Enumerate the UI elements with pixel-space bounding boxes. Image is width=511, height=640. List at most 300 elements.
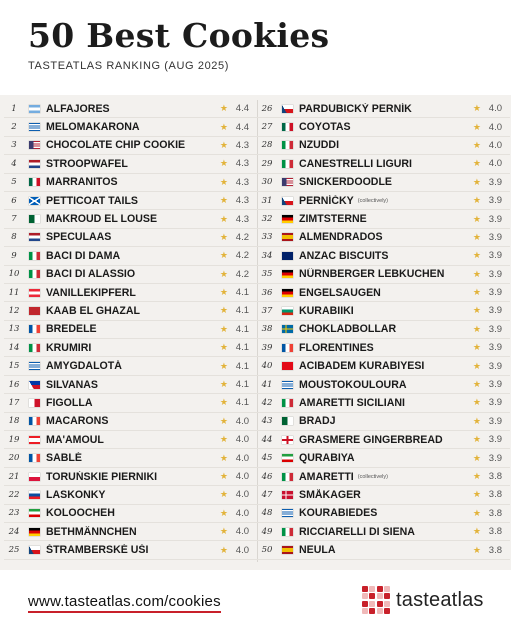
rating-score: 3.9 xyxy=(488,305,502,317)
star-icon: ★ xyxy=(472,103,481,114)
list-item[interactable] xyxy=(257,210,510,228)
star-icon: ★ xyxy=(219,250,228,261)
bulgaria-flag-icon xyxy=(282,307,293,315)
cookie-name-text: AMARETTI SICILIANI xyxy=(299,396,405,409)
list-item[interactable] xyxy=(4,376,257,394)
list-item[interactable] xyxy=(4,100,257,118)
cookie-name[interactable] xyxy=(46,379,220,391)
cookie-name[interactable] xyxy=(46,342,220,354)
cookie-name-text: KOLOOCHEH xyxy=(46,507,115,520)
cookie-name[interactable] xyxy=(46,360,220,372)
rank-number: 11 xyxy=(8,287,20,298)
poland-flag-icon xyxy=(29,473,40,481)
list-item[interactable] xyxy=(4,155,257,173)
rank-number: 14 xyxy=(8,342,20,353)
cookie-name-text: TORUŃSKIE PIERNIKI xyxy=(46,470,158,483)
germany-flag-icon xyxy=(282,215,293,223)
star-icon: ★ xyxy=(472,544,481,555)
star-icon: ★ xyxy=(472,526,481,537)
cookie-name-text: ZIMTSTERNE xyxy=(299,213,367,226)
list-item[interactable] xyxy=(257,413,510,431)
list-item[interactable] xyxy=(4,229,257,247)
cookie-name[interactable] xyxy=(299,397,473,409)
germany-flag-icon xyxy=(282,289,293,297)
rating-score: 4.0 xyxy=(235,415,249,427)
rating-score: 3.9 xyxy=(488,268,502,280)
rank-number: 10 xyxy=(8,269,20,280)
rank-number: 35 xyxy=(261,269,273,280)
star-icon: ★ xyxy=(219,471,228,481)
star-icon: ★ xyxy=(219,397,228,408)
list-item[interactable] xyxy=(4,192,257,210)
star-icon: ★ xyxy=(472,379,481,390)
rank-number: 42 xyxy=(261,397,273,408)
rank-number: 22 xyxy=(8,489,20,500)
cookie-name-text: BRADJ xyxy=(299,415,336,428)
list-item[interactable] xyxy=(4,505,257,523)
cookie-name-text: GRASMERE GINGERBREAD xyxy=(299,433,443,446)
cookie-name-text: PARDUBICKÝ PERNÍK xyxy=(299,102,412,115)
list-item[interactable] xyxy=(257,229,510,247)
cookie-name[interactable] xyxy=(46,213,220,225)
cookie-name-text: AMYGDALOTÁ xyxy=(46,360,122,373)
rank-number: 5 xyxy=(11,177,17,188)
list-item[interactable] xyxy=(4,357,257,375)
list-item[interactable] xyxy=(4,413,257,431)
rating-score: 4.4 xyxy=(235,103,249,115)
rating-score: 3.9 xyxy=(488,195,502,207)
star-icon: ★ xyxy=(472,452,481,463)
page-subtitle: TASTEATLAS RANKING (AUG 2025) xyxy=(28,60,229,72)
rank-number: 37 xyxy=(261,305,273,316)
rating-score: 3.8 xyxy=(488,489,502,501)
list-item[interactable] xyxy=(257,100,510,118)
list-item[interactable] xyxy=(4,174,257,192)
list-item[interactable] xyxy=(257,137,510,155)
cookie-name[interactable] xyxy=(46,507,220,519)
rating-score: 4.3 xyxy=(235,213,249,225)
cookie-name[interactable] xyxy=(46,250,220,262)
mexico-flag-icon xyxy=(282,123,293,131)
rank-number: 41 xyxy=(261,379,273,390)
rank-number: 33 xyxy=(261,232,273,243)
malta-flag-icon xyxy=(29,399,40,407)
rank-number: 49 xyxy=(261,526,273,537)
rating-score: 4.1 xyxy=(235,379,249,391)
list-item[interactable] xyxy=(4,339,257,357)
rating-score: 4.1 xyxy=(235,305,249,317)
rank-number: 39 xyxy=(261,342,273,353)
cookie-name[interactable] xyxy=(299,268,473,280)
cookie-name[interactable] xyxy=(46,158,220,170)
rating-score: 4.1 xyxy=(235,360,249,372)
france-flag-icon xyxy=(29,325,40,333)
rank-number: 19 xyxy=(8,434,20,445)
cookie-name[interactable] xyxy=(299,379,473,391)
rank-number: 28 xyxy=(261,140,273,151)
list-item[interactable] xyxy=(4,118,257,136)
star-icon: ★ xyxy=(472,415,481,426)
rank-number: 9 xyxy=(11,250,17,261)
cookie-name-text: ŠTRAMBERSKÉ UŠI xyxy=(46,544,149,557)
star-icon: ★ xyxy=(472,471,481,481)
cookie-name[interactable] xyxy=(299,415,473,427)
rating-score: 4.0 xyxy=(235,526,249,538)
list-item[interactable] xyxy=(4,137,257,155)
cookie-name-text: ENGELSAUGEN xyxy=(299,286,381,299)
cookie-name-text: RICCIARELLI DI SIENA xyxy=(299,525,415,538)
cookie-name[interactable] xyxy=(46,121,220,133)
cookie-name[interactable] xyxy=(299,231,473,243)
rank-number: 20 xyxy=(8,453,20,464)
rank-number: 38 xyxy=(261,324,273,335)
rank-number: 15 xyxy=(8,361,20,372)
list-item[interactable] xyxy=(257,523,510,541)
cookie-name[interactable] xyxy=(299,195,473,207)
rating-score: 3.9 xyxy=(488,379,502,391)
cookie-name-text: KRUMIRI xyxy=(46,341,92,354)
rank-number: 43 xyxy=(261,416,273,427)
greece-flag-icon xyxy=(29,362,40,370)
list-item[interactable] xyxy=(257,541,510,559)
cookie-name[interactable] xyxy=(299,360,473,372)
cookie-name-text: SNICKERDOODLE xyxy=(299,176,392,189)
list-item[interactable] xyxy=(4,210,257,228)
tasteatlas-logo-icon xyxy=(362,586,390,614)
list-item[interactable] xyxy=(257,468,510,486)
rank-number: 17 xyxy=(8,397,20,408)
cookie-name-text: MELOMAKARONA xyxy=(46,121,140,134)
cookie-name[interactable] xyxy=(299,139,473,151)
list-item[interactable] xyxy=(257,118,510,136)
rank-number: 6 xyxy=(11,195,17,206)
list-item[interactable] xyxy=(257,486,510,504)
list-item[interactable] xyxy=(257,284,510,302)
cookie-name[interactable] xyxy=(299,176,473,188)
morocco-flag-icon xyxy=(29,307,40,315)
list-item[interactable] xyxy=(257,247,510,265)
rating-score: 4.1 xyxy=(235,397,249,409)
rating-score: 4.1 xyxy=(235,287,249,299)
rank-number: 50 xyxy=(261,545,273,556)
star-icon: ★ xyxy=(219,415,228,426)
rank-number: 27 xyxy=(261,122,273,133)
rating-score: 4.0 xyxy=(235,471,249,482)
list-item[interactable] xyxy=(4,394,257,412)
cookie-name[interactable] xyxy=(46,139,220,151)
cookie-name-text: SMÅKAGER xyxy=(299,488,361,501)
star-icon: ★ xyxy=(219,287,228,298)
cookie-name[interactable] xyxy=(299,544,473,556)
list-item[interactable] xyxy=(4,541,257,559)
rank-number: 2 xyxy=(11,122,17,133)
cookie-name[interactable] xyxy=(46,544,220,556)
australia-flag-icon xyxy=(282,252,293,260)
rating-score: 4.3 xyxy=(235,139,249,151)
rating-score: 3.9 xyxy=(488,342,502,354)
cookie-name[interactable] xyxy=(46,287,220,299)
rank-number: 34 xyxy=(261,250,273,261)
cookie-name[interactable] xyxy=(299,121,473,133)
rank-number: 7 xyxy=(11,214,17,225)
star-icon: ★ xyxy=(219,139,228,150)
star-icon: ★ xyxy=(472,231,481,242)
cookie-name[interactable] xyxy=(46,434,220,446)
rank-number: 47 xyxy=(261,489,273,500)
list-item[interactable] xyxy=(257,266,510,284)
cookie-name[interactable] xyxy=(299,103,473,115)
list-item[interactable] xyxy=(4,468,257,486)
page-title: 50 Best Cookies xyxy=(28,16,330,55)
cookie-name[interactable] xyxy=(46,268,220,280)
cookie-name-text: MAKROUD EL LOUSE xyxy=(46,213,158,226)
rating-score: 3.9 xyxy=(488,176,502,188)
star-icon: ★ xyxy=(472,360,481,371)
rank-number: 44 xyxy=(261,434,273,445)
star-icon: ★ xyxy=(219,379,228,390)
rating-score: 4.1 xyxy=(235,323,249,335)
rating-score: 4.3 xyxy=(235,158,249,170)
star-icon: ★ xyxy=(472,121,481,132)
czech-flag-icon xyxy=(282,197,293,205)
rating-score: 3.9 xyxy=(488,250,502,262)
rating-score: 4.1 xyxy=(235,342,249,354)
cookie-name[interactable] xyxy=(46,489,220,501)
rank-number: 23 xyxy=(8,508,20,519)
list-item[interactable] xyxy=(257,174,510,192)
cookie-name-text: SPECULAAS xyxy=(46,231,112,244)
algeria-flag-icon xyxy=(282,417,293,425)
cookie-name-text: ACIBADEM KURABIYESI xyxy=(299,360,425,373)
list-item[interactable] xyxy=(257,505,510,523)
cookie-name[interactable] xyxy=(299,213,473,225)
cookie-name-text: MA'AMOUL xyxy=(46,433,104,446)
cookie-name-text: SABLÉ xyxy=(46,452,82,465)
rank-number: 48 xyxy=(261,508,273,519)
rank-number: 29 xyxy=(261,158,273,169)
netherlands-flag-icon xyxy=(29,160,40,168)
cookie-name[interactable] xyxy=(46,397,220,409)
rating-score: 3.9 xyxy=(488,213,502,225)
cookie-name[interactable] xyxy=(299,471,473,483)
star-icon: ★ xyxy=(472,158,481,169)
list-item[interactable] xyxy=(257,155,510,173)
cookie-name-text: NZUDDI xyxy=(299,139,340,152)
star-icon: ★ xyxy=(472,507,481,518)
rating-score: 4.0 xyxy=(235,434,249,446)
list-item[interactable] xyxy=(4,266,257,284)
cookie-name-text: BREDELE xyxy=(46,323,97,336)
rating-score: 4.2 xyxy=(235,250,249,262)
list-item[interactable] xyxy=(4,431,257,449)
czech-flag-icon xyxy=(282,105,293,113)
cookie-name-text: CHOKLADBOLLAR xyxy=(299,323,397,336)
usa-flag-icon xyxy=(29,141,40,149)
list-item[interactable] xyxy=(4,302,257,320)
cookie-name-text: ALMENDRADOS xyxy=(299,231,383,244)
rating-score: 3.9 xyxy=(488,452,502,464)
list-item[interactable] xyxy=(257,449,510,467)
cookie-name[interactable] xyxy=(46,471,220,483)
argentina-flag-icon xyxy=(29,105,40,113)
star-icon: ★ xyxy=(219,305,228,316)
rank-number: 30 xyxy=(261,177,273,188)
rating-score: 3.9 xyxy=(488,397,502,409)
cookie-name[interactable] xyxy=(46,195,220,207)
cookie-name[interactable] xyxy=(46,103,220,115)
rating-score: 3.9 xyxy=(488,323,502,335)
cookie-name-text: FLORENTINES xyxy=(299,341,374,354)
rank-number: 31 xyxy=(261,195,273,206)
cookie-name-text: MARRANITOS xyxy=(46,176,118,189)
list-item[interactable] xyxy=(257,192,510,210)
rating-score: 3.9 xyxy=(488,287,502,299)
rating-score: 4.0 xyxy=(488,139,502,151)
list-item[interactable] xyxy=(257,321,510,339)
cookie-name[interactable] xyxy=(46,176,220,188)
cookie-name[interactable] xyxy=(299,250,473,262)
italy-flag-icon xyxy=(282,141,293,149)
rating-score: 4.4 xyxy=(235,121,249,133)
cookie-name[interactable] xyxy=(299,507,473,519)
algeria-flag-icon xyxy=(29,215,40,223)
england-flag-icon xyxy=(282,436,293,444)
cookie-name-text: AMARETTI xyxy=(299,470,354,483)
list-item[interactable] xyxy=(257,339,510,357)
star-icon: ★ xyxy=(472,489,481,500)
italy-flag-icon xyxy=(29,252,40,260)
rank-number: 1 xyxy=(11,103,17,114)
rank-number: 4 xyxy=(11,158,17,169)
star-icon: ★ xyxy=(219,360,228,371)
france-flag-icon xyxy=(282,344,293,352)
cookie-name[interactable] xyxy=(46,526,220,538)
star-icon: ★ xyxy=(219,268,228,279)
star-icon: ★ xyxy=(472,139,481,150)
greece-flag-icon xyxy=(29,123,40,131)
list-item[interactable] xyxy=(4,486,257,504)
rating-score: 4.0 xyxy=(235,452,249,464)
star-icon: ★ xyxy=(219,452,228,463)
star-icon: ★ xyxy=(472,250,481,261)
cookie-name[interactable] xyxy=(299,158,473,170)
list-item[interactable] xyxy=(4,321,257,339)
list-item[interactable] xyxy=(257,357,510,375)
cookie-name-text: ALFAJORES xyxy=(46,102,110,115)
star-icon: ★ xyxy=(472,213,481,224)
rank-number: 24 xyxy=(8,526,20,537)
cookie-name[interactable] xyxy=(299,287,473,299)
ranking-column-right xyxy=(257,100,510,560)
cookie-name-text: PERNÍČKY xyxy=(299,194,354,207)
iran-flag-icon xyxy=(282,454,293,462)
list-item[interactable] xyxy=(4,247,257,265)
iran-flag-icon xyxy=(29,509,40,517)
cookie-name-text: KAAB EL GHAZAL xyxy=(46,304,140,317)
cookie-name[interactable] xyxy=(46,231,220,243)
star-icon: ★ xyxy=(472,287,481,298)
star-icon: ★ xyxy=(472,305,481,316)
star-icon: ★ xyxy=(219,158,228,169)
list-item[interactable] xyxy=(4,449,257,467)
germany-flag-icon xyxy=(29,528,40,536)
list-item[interactable] xyxy=(257,376,510,394)
cookie-name-text: ANZAC BISCUITS xyxy=(299,249,389,262)
rating-score: 3.9 xyxy=(488,434,502,446)
star-icon: ★ xyxy=(219,231,228,242)
rating-score: 3.8 xyxy=(488,507,502,519)
rank-number: 8 xyxy=(11,232,17,243)
rating-score: 3.8 xyxy=(488,471,502,482)
cookie-name[interactable] xyxy=(299,434,473,446)
cookie-name[interactable] xyxy=(46,415,220,427)
footer-link[interactable]: www.tasteatlas.com/cookies xyxy=(28,593,221,613)
slovakia-flag-icon xyxy=(29,491,40,499)
rank-number: 40 xyxy=(261,361,273,372)
list-item[interactable] xyxy=(257,431,510,449)
czech-flag-icon xyxy=(29,546,40,554)
list-item[interactable] xyxy=(4,523,257,541)
cookie-name[interactable] xyxy=(299,342,473,354)
cookie-name[interactable] xyxy=(299,323,473,335)
italy-flag-icon xyxy=(282,473,293,481)
rating-score: 4.3 xyxy=(235,176,249,188)
spain-flag-icon xyxy=(282,233,293,241)
star-icon: ★ xyxy=(219,507,228,518)
star-icon: ★ xyxy=(219,323,228,334)
germany-flag-icon xyxy=(282,270,293,278)
star-icon: ★ xyxy=(219,526,228,537)
cookie-name-text: BETHMÄNNCHEN xyxy=(46,525,137,538)
rank-number: 12 xyxy=(8,305,20,316)
cookie-name-text: MOUSTOKOULOURA xyxy=(299,378,407,391)
rank-number: 36 xyxy=(261,287,273,298)
list-item[interactable] xyxy=(4,284,257,302)
rating-score: 4.2 xyxy=(235,231,249,243)
italy-flag-icon xyxy=(29,270,40,278)
scotland-flag-icon xyxy=(29,197,40,205)
italy-flag-icon xyxy=(29,344,40,352)
cookie-name-text: STROOPWAFEL xyxy=(46,157,128,170)
netherlands-flag-icon xyxy=(29,233,40,241)
cookie-name-text: CHOCOLATE CHIP COOKIE xyxy=(46,139,186,152)
cookie-name[interactable] xyxy=(299,489,473,501)
cookie-name[interactable] xyxy=(299,305,473,317)
cookie-name-text: SILVANAS xyxy=(46,378,98,391)
star-icon: ★ xyxy=(219,342,228,353)
cookie-note: (collectively) xyxy=(357,197,389,204)
star-icon: ★ xyxy=(219,544,228,555)
rating-score: 4.0 xyxy=(488,158,502,170)
cookie-name[interactable] xyxy=(46,305,220,317)
rank-number: 3 xyxy=(11,140,17,151)
cookie-name[interactable] xyxy=(299,526,473,538)
star-icon: ★ xyxy=(472,323,481,334)
cookie-name[interactable] xyxy=(299,452,473,464)
brand-logo[interactable] xyxy=(362,586,484,614)
rating-score: 3.8 xyxy=(488,544,502,556)
rating-score: 4.0 xyxy=(488,121,502,133)
cookie-name-text: VANILLEKIPFERL xyxy=(46,286,136,299)
cookie-name-text: FIGOLLA xyxy=(46,396,93,409)
cookie-name[interactable] xyxy=(46,452,220,464)
list-item[interactable] xyxy=(257,394,510,412)
cookie-name[interactable] xyxy=(46,323,220,335)
rank-number: 32 xyxy=(261,214,273,225)
cookie-name-text: MACARONS xyxy=(46,415,109,428)
list-item[interactable] xyxy=(257,302,510,320)
star-icon: ★ xyxy=(219,103,228,114)
